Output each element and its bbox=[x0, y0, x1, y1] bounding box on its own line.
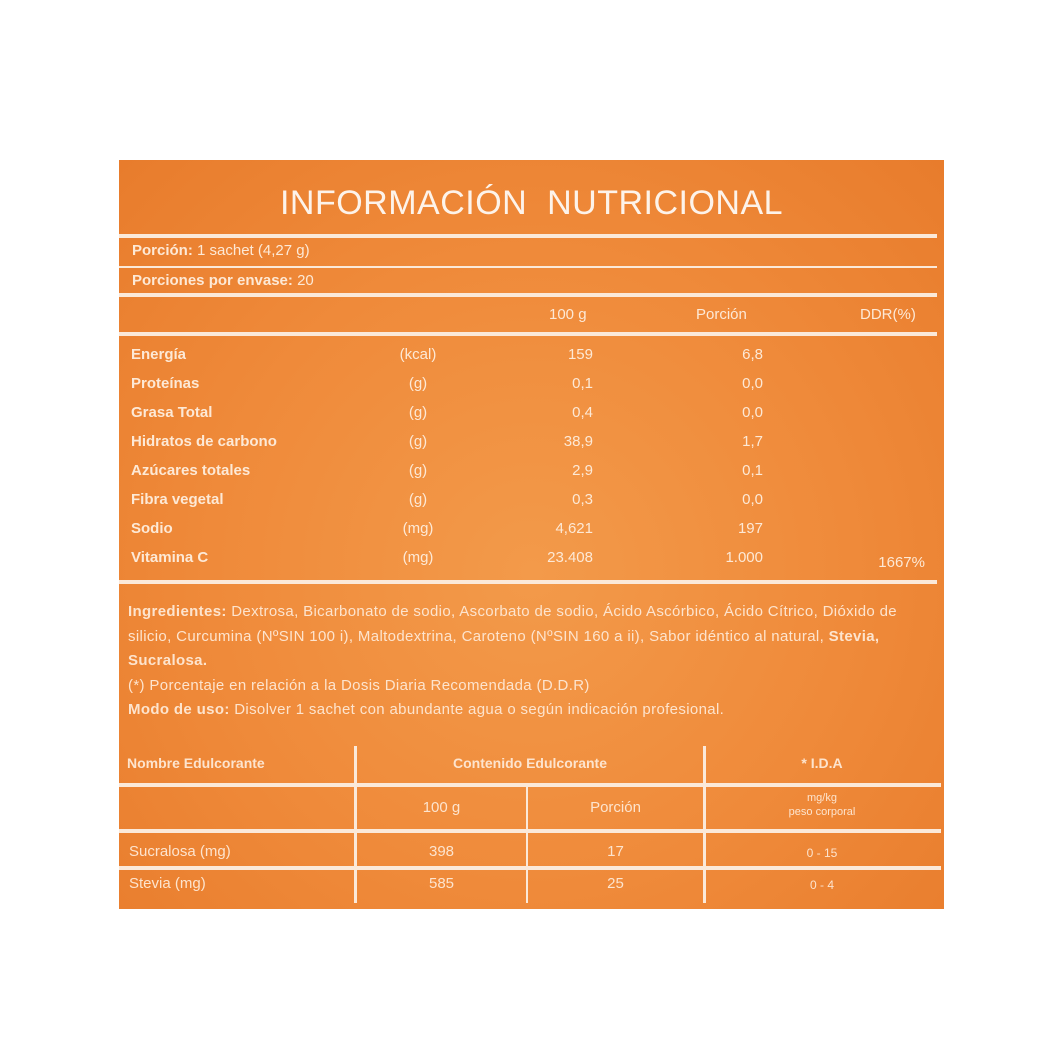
divider-nutrients-end bbox=[119, 580, 937, 584]
ingredients-block bbox=[128, 600, 943, 723]
usage-paragraph bbox=[128, 698, 943, 723]
nutrient-per-portion: 1.000 bbox=[725, 549, 763, 566]
nutrient-per-100g: 23.408 bbox=[547, 549, 593, 566]
sweetener-table bbox=[119, 746, 944, 909]
servings-per-package bbox=[132, 272, 314, 289]
nutrient-per-100g: 2,9 bbox=[572, 462, 593, 479]
servings-per-package-value: 20 bbox=[292, 272, 314, 289]
ingredients-label: Ingredientes: bbox=[128, 603, 227, 620]
sweetener-per-100g: 398 bbox=[428, 843, 455, 860]
nutrient-per-portion: 0,1 bbox=[742, 462, 763, 479]
serving-size-value: 1 sachet (4,27 g) bbox=[192, 242, 310, 259]
sweetener-ida: 0 - 15 bbox=[806, 846, 838, 860]
sweetener-per-100g: 585 bbox=[428, 875, 455, 892]
nutrient-name: Hidratos de carbono bbox=[131, 433, 277, 450]
nutrient-unit: (g) bbox=[408, 404, 428, 421]
nutrient-row bbox=[119, 404, 937, 433]
nutrient-name: Proteínas bbox=[131, 375, 200, 392]
usage-label: Modo de uso: bbox=[128, 701, 230, 718]
column-header-ddr: DDR(%) bbox=[860, 306, 916, 323]
nutrient-name: Grasa Total bbox=[131, 404, 213, 421]
nutrient-unit: (mg) bbox=[402, 520, 434, 537]
sweetener-ida: 0 - 4 bbox=[809, 878, 834, 892]
nutrient-unit: (g) bbox=[408, 375, 428, 392]
header-sweetener-content: Contenido Edulcorante bbox=[453, 755, 607, 771]
nutrient-name: Fibra vegetal bbox=[131, 491, 224, 508]
ingredients-sweeteners: Stevia, Sucralosa. bbox=[128, 627, 880, 669]
nutrient-name: Vitamina C bbox=[131, 549, 209, 566]
column-header-portion: Porción bbox=[696, 306, 747, 323]
nutrient-per-portion: 197 bbox=[737, 520, 763, 537]
subheader-100g: 100 g bbox=[422, 799, 461, 816]
nutrient-row bbox=[119, 491, 937, 520]
nutrient-per-100g: 0,4 bbox=[572, 404, 593, 421]
divider-table-row bbox=[119, 866, 941, 870]
nutrient-per-portion: 1,7 bbox=[742, 433, 763, 450]
header-ida: * I.D.A bbox=[801, 755, 843, 771]
nutrient-unit: (kcal) bbox=[399, 346, 437, 363]
nutrient-per-portion: 6,8 bbox=[742, 346, 763, 363]
nutrient-name: Sodio bbox=[131, 520, 173, 537]
subheader-portion: Porción bbox=[590, 799, 641, 816]
panel-title: INFORMACIÓN NUTRICIONAL bbox=[279, 184, 784, 222]
nutrient-unit: (g) bbox=[408, 491, 428, 508]
serving-size bbox=[132, 242, 310, 259]
nutrient-per-100g: 4,621 bbox=[555, 520, 593, 537]
nutrient-per-100g: 159 bbox=[567, 346, 593, 363]
serving-size-label: Porción: bbox=[132, 242, 193, 259]
divider-table-header bbox=[119, 783, 941, 787]
divider-table-subheader bbox=[119, 829, 941, 833]
divider-column-header bbox=[119, 332, 937, 336]
nutrient-per-portion: 0,0 bbox=[742, 491, 763, 508]
column-header-100g: 100 g bbox=[549, 306, 587, 323]
subheader-ida-unit-detail: peso corporal bbox=[788, 806, 856, 818]
sweetener-per-portion: 17 bbox=[607, 843, 624, 860]
nutrient-name: Energía bbox=[131, 346, 187, 363]
ddr-footnote: (*) Porcentaje en relación a la Dosis Diaria Recomendada (D.D.R) bbox=[128, 676, 590, 694]
nutrient-name: Azúcares totales bbox=[131, 462, 251, 479]
nutrient-per-portion: 0,0 bbox=[742, 375, 763, 392]
nutrient-ddr: 1667% bbox=[878, 554, 925, 571]
nutrient-unit: (g) bbox=[408, 433, 428, 450]
usage-text: Disolver 1 sachet con abundante agua o según indicación profesional. bbox=[229, 701, 725, 718]
ingredients-text: Dextrosa, Bicarbonato de sodio, Ascorbato de sodio, Ácido Ascórbico, Ácido Cítrico, Dióxido de silicio, Curcumina (NºSIN 100 i), Maltodextrina, Caroteno (NºSIN 160 a ii), Sabor idéntico al natural, bbox=[128, 603, 897, 645]
divider-serving bbox=[119, 266, 937, 268]
nutrition-label-panel bbox=[119, 160, 944, 909]
ingredients-paragraph bbox=[128, 600, 943, 674]
sweetener-name: Sucralosa (mg) bbox=[129, 843, 231, 860]
nutrient-row bbox=[119, 549, 937, 578]
divider-title bbox=[119, 234, 937, 238]
nutrient-per-100g: 38,9 bbox=[563, 433, 593, 450]
nutrient-row bbox=[119, 520, 937, 549]
divider-servings bbox=[119, 293, 937, 297]
nutrient-per-portion: 0,0 bbox=[742, 404, 763, 421]
nutrient-row bbox=[119, 462, 937, 491]
header-sweetener-name: Nombre Edulcorante bbox=[127, 755, 265, 771]
sweetener-per-portion: 25 bbox=[607, 875, 624, 892]
nutrient-per-100g: 0,1 bbox=[572, 375, 593, 392]
servings-per-package-label: Porciones por envase: bbox=[132, 272, 293, 289]
nutrient-unit: (g) bbox=[408, 462, 428, 479]
nutrient-per-100g: 0,3 bbox=[572, 491, 593, 508]
subheader-ida-unit: mg/kg bbox=[807, 792, 837, 804]
nutrient-unit: (mg) bbox=[402, 549, 434, 566]
nutrient-row bbox=[119, 375, 937, 404]
nutrient-row bbox=[119, 433, 937, 462]
sweetener-name: Stevia (mg) bbox=[129, 875, 206, 892]
nutrient-row bbox=[119, 346, 937, 375]
